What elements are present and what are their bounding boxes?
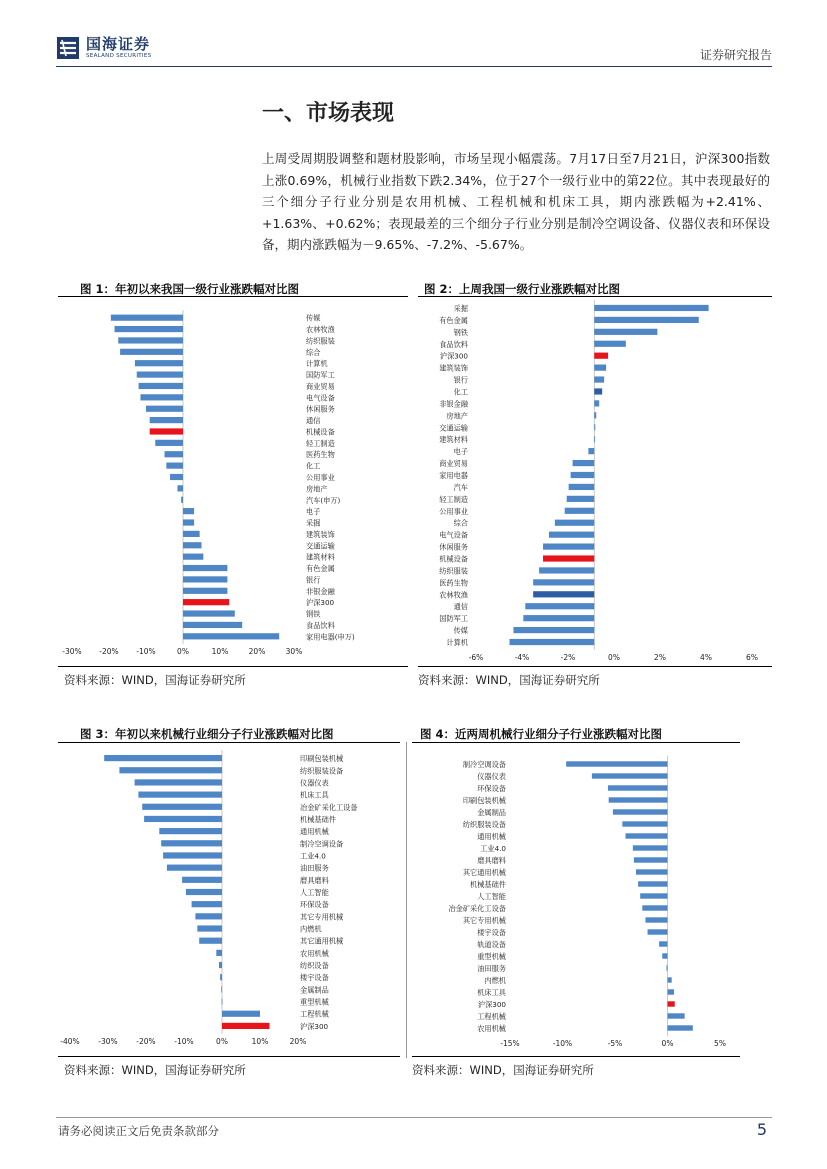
bar-商业贸易 bbox=[139, 383, 183, 389]
bar-国防军工 bbox=[523, 615, 594, 621]
category-label: 制冷空调设备 bbox=[300, 839, 344, 849]
category-label: 电气设备 bbox=[306, 393, 335, 403]
bar-人工智能 bbox=[640, 893, 667, 898]
category-label: 休闲服务 bbox=[439, 542, 468, 552]
bar-其它专用机械 bbox=[195, 913, 222, 919]
bar-仪器仪表 bbox=[135, 779, 222, 785]
category-label: 建筑材料 bbox=[439, 435, 468, 445]
bar-其它通用机械 bbox=[636, 869, 668, 874]
category-label: 磨具磨料 bbox=[477, 856, 506, 865]
bar-油田服务 bbox=[666, 965, 667, 970]
figure-separator bbox=[406, 742, 407, 1058]
category-label: 轨道设备 bbox=[477, 940, 506, 949]
category-label: 工业4.0 bbox=[300, 851, 326, 861]
bar-内燃机 bbox=[668, 977, 672, 982]
bar-农用机械 bbox=[668, 1025, 693, 1030]
category-label: 冶金矿采化工设备 bbox=[300, 802, 358, 812]
category-label: 机械设备 bbox=[439, 554, 468, 564]
bar-工业4.0 bbox=[633, 845, 668, 850]
footer-rule bbox=[56, 1117, 772, 1118]
bar-磨具磨料 bbox=[634, 857, 668, 862]
category-label: 农林牧渔 bbox=[439, 590, 468, 600]
category-label: 农用机械 bbox=[300, 948, 329, 958]
bar-重型机械 bbox=[662, 953, 667, 958]
bar-公用事业 bbox=[565, 508, 595, 514]
bar-工业4.0 bbox=[163, 852, 222, 858]
bar-工程机械 bbox=[668, 1013, 685, 1018]
category-label: 通用机械 bbox=[300, 827, 329, 837]
x-tick-label: -30% bbox=[62, 647, 82, 656]
bar-公用事业 bbox=[170, 474, 183, 480]
bar-重型机械 bbox=[222, 998, 223, 1004]
category-label: 家用电器 bbox=[439, 471, 468, 480]
category-label: 建筑装饰 bbox=[306, 529, 335, 539]
category-label: 重型机械 bbox=[300, 997, 329, 1007]
category-label: 机床工具 bbox=[477, 988, 506, 997]
category-label: 有色金属 bbox=[306, 564, 335, 574]
bar-工程机械 bbox=[222, 1011, 260, 1017]
category-label: 汽车 bbox=[453, 482, 468, 492]
bar-轻工制造 bbox=[155, 440, 183, 446]
category-label: 非银金融 bbox=[306, 586, 335, 596]
category-label: 食品饮料 bbox=[439, 339, 468, 349]
bar-食品饮料 bbox=[594, 341, 626, 347]
category-label: 重型机械 bbox=[477, 952, 506, 961]
bar-纺织服装设备 bbox=[622, 821, 667, 826]
category-label: 磨具磨料 bbox=[300, 875, 329, 885]
bar-非银金融 bbox=[594, 400, 599, 406]
bar-商业贸易 bbox=[573, 460, 595, 466]
bar-金属制品 bbox=[613, 809, 668, 814]
bar-非银金融 bbox=[183, 588, 227, 594]
category-label: 有色金属 bbox=[439, 315, 468, 325]
x-tick-label: 0% bbox=[216, 1037, 228, 1046]
category-label: 油田服务 bbox=[300, 863, 329, 873]
bar-汽车(申万) bbox=[181, 497, 183, 503]
bar-纺织设备 bbox=[219, 962, 222, 968]
category-label: 食品饮料 bbox=[306, 620, 335, 630]
category-label: 内燃机 bbox=[484, 976, 506, 985]
category-label: 沪深300 bbox=[300, 1021, 329, 1031]
category-label: 沪深300 bbox=[439, 351, 468, 361]
x-tick-label: -10% bbox=[136, 647, 156, 656]
category-label: 楼宇设备 bbox=[477, 928, 506, 937]
bar-电气设备 bbox=[549, 532, 594, 538]
category-label: 房地产 bbox=[306, 484, 328, 494]
bar-传媒 bbox=[111, 315, 183, 321]
bar-纺织服装 bbox=[539, 567, 594, 573]
fig1-chart bbox=[58, 298, 408, 666]
bar-通用机械 bbox=[159, 828, 222, 834]
category-label: 轻工制造 bbox=[439, 494, 468, 504]
section-title: 一、市场表现 bbox=[262, 100, 395, 126]
fig1-bottom-rule bbox=[58, 666, 408, 667]
x-tick-label: 10% bbox=[251, 1037, 269, 1046]
category-label: 机械基础件 bbox=[470, 880, 506, 889]
fig4-chart bbox=[412, 744, 740, 1056]
bar-通信 bbox=[525, 603, 594, 609]
bar-环保设备 bbox=[608, 785, 668, 790]
category-label: 其它通用机械 bbox=[300, 936, 344, 946]
category-label: 采掘 bbox=[306, 518, 321, 528]
bar-交通运输 bbox=[594, 424, 595, 430]
bar-农林牧渔 bbox=[115, 326, 183, 332]
category-label: 纺织服装 bbox=[306, 336, 335, 346]
fig3-title: 图 3：年初以来机械行业细分子行业涨跌幅对比图 bbox=[80, 727, 334, 741]
bar-家用电器(申万) bbox=[183, 633, 279, 639]
bar-纺织服装 bbox=[118, 337, 183, 343]
category-label: 交通运输 bbox=[439, 423, 468, 433]
bar-建筑材料 bbox=[594, 436, 595, 442]
x-tick-label: 10% bbox=[211, 647, 229, 656]
category-label: 油田服务 bbox=[477, 964, 506, 973]
bar-印刷包装机械 bbox=[104, 755, 222, 761]
x-tick-label: -10% bbox=[552, 1039, 573, 1048]
category-label: 机床工具 bbox=[300, 790, 329, 800]
category-label: 商业贸易 bbox=[306, 381, 335, 391]
bar-楼宇设备 bbox=[220, 974, 222, 980]
category-label: 交通运输 bbox=[306, 541, 335, 551]
category-label: 纺织服装设备 bbox=[462, 820, 506, 829]
x-tick-label: 5% bbox=[714, 1039, 726, 1048]
category-label: 综合 bbox=[453, 518, 468, 528]
category-label: 化工 bbox=[453, 387, 468, 397]
category-label: 人工智能 bbox=[300, 888, 329, 897]
fig1-title: 图 1：年初以来我国一级行业涨跌幅对比图 bbox=[80, 282, 300, 296]
category-label: 医药生物 bbox=[439, 578, 468, 588]
bar-制冷空调设备 bbox=[161, 840, 222, 846]
category-label: 采掘 bbox=[453, 303, 468, 313]
bar-化工 bbox=[594, 388, 602, 394]
category-label: 楼宇设备 bbox=[300, 973, 329, 983]
x-tick-label: 20% bbox=[248, 647, 266, 656]
category-label: 纺织服装 bbox=[439, 566, 468, 576]
bar-机床工具 bbox=[668, 989, 675, 994]
category-label: 通用机械 bbox=[477, 832, 506, 841]
bar-钢铁 bbox=[594, 329, 657, 335]
bar-农林牧渔 bbox=[533, 591, 594, 597]
x-tick-label: -20% bbox=[136, 1037, 156, 1046]
category-label: 通信 bbox=[453, 602, 468, 612]
category-label: 电气设备 bbox=[439, 530, 468, 540]
category-label: 公用事业 bbox=[306, 473, 335, 482]
bar-采掘 bbox=[594, 305, 708, 311]
fig4-source: 资料来源：WIND，国海证券研究所 bbox=[412, 1063, 594, 1077]
bar-采掘 bbox=[183, 519, 194, 525]
x-tick-label: 30% bbox=[285, 647, 303, 656]
bar-其它专用机械 bbox=[645, 917, 667, 922]
bar-家用电器 bbox=[571, 472, 595, 478]
category-label: 沪深300 bbox=[477, 1000, 506, 1009]
bar-人工智能 bbox=[186, 889, 222, 895]
bar-化工 bbox=[166, 463, 183, 469]
bar-传媒 bbox=[513, 627, 594, 633]
x-tick-label: 0% bbox=[608, 653, 620, 662]
bar-楼宇设备 bbox=[648, 929, 668, 934]
x-tick-label: 6% bbox=[746, 653, 758, 662]
bar-沪深300 bbox=[668, 1001, 675, 1006]
fig3-source: 资料来源：WIND，国海证券研究所 bbox=[64, 1063, 246, 1077]
bar-有色金属 bbox=[594, 317, 698, 323]
bar-建筑材料 bbox=[183, 554, 203, 560]
bar-综合 bbox=[120, 349, 183, 355]
bar-环保设备 bbox=[192, 901, 222, 907]
x-tick-label: -20% bbox=[99, 647, 119, 656]
logo-mark-icon bbox=[56, 36, 80, 60]
bar-磨具磨料 bbox=[182, 877, 222, 883]
bar-印刷包装机械 bbox=[609, 797, 668, 802]
x-tick-label: 0% bbox=[177, 647, 189, 656]
category-label: 金属制品 bbox=[477, 808, 506, 817]
category-label: 钢铁 bbox=[306, 609, 321, 619]
category-label: 农用机械 bbox=[477, 1024, 506, 1033]
category-label: 仪器仪表 bbox=[300, 778, 329, 788]
category-label: 电子 bbox=[306, 507, 321, 517]
category-label: 工程机械 bbox=[300, 1009, 329, 1019]
category-label: 其它专用机械 bbox=[300, 912, 344, 922]
bar-油田服务 bbox=[167, 865, 222, 871]
x-tick-label: -10% bbox=[174, 1037, 194, 1046]
bar-休闲服务 bbox=[543, 543, 594, 549]
category-label: 房地产 bbox=[446, 411, 468, 421]
company-logo bbox=[56, 36, 151, 60]
x-tick-label: -5% bbox=[607, 1039, 623, 1048]
page-number: 5 bbox=[756, 1120, 767, 1139]
bar-汽车 bbox=[569, 484, 595, 490]
category-label: 纺织设备 bbox=[300, 961, 329, 971]
bar-建筑装饰 bbox=[183, 531, 200, 537]
fig3-chart bbox=[58, 744, 400, 1056]
bar-电子 bbox=[183, 508, 194, 514]
category-label: 建筑装饰 bbox=[439, 363, 468, 373]
category-label: 冶金矿采化工设备 bbox=[448, 904, 506, 913]
category-label: 非银金融 bbox=[439, 399, 468, 409]
bar-其它通用机械 bbox=[199, 938, 222, 944]
fig2-top-rule bbox=[418, 296, 772, 297]
category-label: 纺织服装设备 bbox=[300, 766, 344, 776]
category-label: 传媒 bbox=[453, 626, 468, 636]
x-tick-label: 0% bbox=[661, 1039, 674, 1048]
x-tick-label: 2% bbox=[654, 653, 666, 662]
category-label: 化工 bbox=[306, 461, 321, 471]
bar-制冷空调设备 bbox=[566, 761, 667, 766]
fig1-source: 资料来源：WIND，国海证券研究所 bbox=[64, 673, 246, 687]
category-label: 轻工制造 bbox=[306, 438, 335, 448]
bar-机械基础件 bbox=[638, 881, 667, 886]
bar-休闲服务 bbox=[146, 406, 183, 412]
bar-机械设备 bbox=[150, 428, 183, 434]
fig4-title: 图 4：近两周机械行业细分子行业涨跌幅对比图 bbox=[420, 727, 663, 741]
category-label: 工业4.0 bbox=[480, 844, 506, 853]
bar-沪深300 bbox=[222, 1023, 270, 1029]
bar-内燃机 bbox=[197, 925, 222, 931]
category-label: 商业贸易 bbox=[439, 459, 468, 469]
category-label: 工程机械 bbox=[477, 1012, 506, 1021]
category-label: 通信 bbox=[306, 416, 321, 426]
category-label: 其它通用机械 bbox=[462, 868, 506, 877]
bar-通用机械 bbox=[626, 833, 668, 838]
bar-房地产 bbox=[177, 485, 183, 491]
category-label: 计算机 bbox=[306, 359, 328, 369]
bar-银行 bbox=[183, 576, 227, 582]
x-tick-label: -6% bbox=[468, 653, 484, 662]
category-label: 金属制品 bbox=[300, 985, 329, 995]
bar-沪深300 bbox=[183, 599, 229, 605]
category-label: 环保设备 bbox=[300, 900, 329, 910]
category-label: 传媒 bbox=[306, 313, 321, 323]
page-header bbox=[56, 36, 772, 67]
bar-钢铁 bbox=[183, 610, 235, 616]
bar-机床工具 bbox=[138, 792, 222, 798]
x-tick-label: -30% bbox=[98, 1037, 118, 1046]
bar-有色金属 bbox=[183, 565, 227, 571]
bar-房地产 bbox=[594, 412, 596, 418]
bar-综合 bbox=[555, 520, 594, 526]
category-label: 银行 bbox=[306, 575, 321, 585]
category-label: 汽车(申万) bbox=[306, 495, 341, 505]
logo-english-name: SEALAND SECURITIES bbox=[86, 52, 152, 59]
category-label: 内燃机 bbox=[300, 924, 322, 934]
bar-纺织服装设备 bbox=[119, 767, 222, 773]
fig2-title: 图 2：上周我国一级行业涨跌幅对比图 bbox=[424, 282, 621, 296]
bar-交通运输 bbox=[183, 542, 202, 548]
bar-机械设备 bbox=[543, 555, 594, 561]
bar-计算机 bbox=[510, 639, 595, 645]
category-label: 机械设备 bbox=[306, 427, 335, 437]
bar-轨道设备 bbox=[659, 941, 667, 946]
category-label: 休闲服务 bbox=[306, 404, 335, 414]
bar-沪深300 bbox=[594, 353, 608, 359]
bar-建筑装饰 bbox=[594, 365, 606, 371]
category-label: 钢铁 bbox=[453, 327, 468, 337]
bar-冶金矿采化工设备 bbox=[142, 804, 222, 810]
bar-金属制品 bbox=[221, 986, 222, 992]
category-label: 农林牧渔 bbox=[306, 325, 335, 335]
category-label: 国防军工 bbox=[439, 614, 468, 624]
category-label: 医药生物 bbox=[306, 450, 335, 460]
fig2-source: 资料来源：WIND，国海证券研究所 bbox=[418, 673, 600, 687]
category-label: 仪器仪表 bbox=[477, 772, 506, 781]
fig4-top-rule bbox=[412, 742, 740, 743]
category-label: 电子 bbox=[453, 447, 468, 457]
bar-冶金矿采化工设备 bbox=[642, 905, 667, 910]
x-tick-label: -4% bbox=[514, 653, 530, 662]
category-label: 计算机 bbox=[446, 638, 468, 648]
bar-医药生物 bbox=[533, 579, 594, 585]
category-label: 沪深300 bbox=[306, 598, 335, 608]
category-label: 建筑材料 bbox=[306, 552, 335, 562]
fig3-top-rule bbox=[58, 742, 400, 743]
fig2-bottom-rule bbox=[418, 666, 772, 667]
x-tick-label: 4% bbox=[700, 653, 712, 662]
x-tick-label: -40% bbox=[60, 1037, 80, 1046]
fig3-bottom-rule bbox=[58, 1056, 400, 1057]
bar-食品饮料 bbox=[183, 622, 242, 628]
bar-轻工制造 bbox=[567, 496, 595, 502]
report-type: 证券研究报告 bbox=[699, 48, 772, 62]
bar-医药生物 bbox=[165, 451, 184, 457]
fig1-top-rule bbox=[58, 296, 408, 297]
bar-计算机 bbox=[135, 360, 183, 366]
fig2-chart bbox=[418, 298, 772, 666]
category-label: 制冷空调设备 bbox=[462, 760, 506, 769]
category-label: 印刷包装机械 bbox=[300, 754, 344, 764]
bar-国防军工 bbox=[137, 371, 183, 377]
x-tick-label: -2% bbox=[560, 653, 576, 662]
category-label: 综合 bbox=[306, 347, 321, 357]
bar-仪器仪表 bbox=[592, 773, 668, 778]
market-summary-paragraph: 上周受周期股调整和题材股影响，市场呈现小幅震荡。7月17日至7月21日，沪深300指数上涨0.69%，机械行业指数下跌2.34%，位于27个一级行业中的第22位。其中表现最好的三个细分子行业分别是农用机械、工程机械和机床工具，期内涨跌幅为+2.41%、+1.63%、+0.62%；表现最差的三个细分子行业分别是制冷空调设备、仪器仪表和环保设备，期内涨跌幅为－9.65%、-7.2%、-5.67%。 bbox=[262, 151, 770, 252]
x-tick-label: 20% bbox=[289, 1037, 307, 1046]
category-label: 人工智能 bbox=[477, 892, 506, 901]
category-label: 银行 bbox=[453, 375, 468, 385]
bar-电子 bbox=[588, 448, 594, 454]
x-tick-label: -15% bbox=[500, 1039, 520, 1048]
category-label: 公用事业 bbox=[439, 506, 468, 516]
category-label: 机械基础件 bbox=[300, 814, 336, 824]
fig4-bottom-rule bbox=[412, 1056, 740, 1057]
category-label: 环保设备 bbox=[477, 784, 506, 793]
bar-银行 bbox=[594, 376, 604, 382]
category-label: 其它专用机械 bbox=[462, 916, 506, 925]
logo-chinese-name: 国海证券 bbox=[86, 34, 151, 53]
bar-农用机械 bbox=[216, 950, 222, 956]
bar-电气设备 bbox=[140, 394, 183, 400]
category-label: 国防军工 bbox=[306, 370, 335, 380]
category-label: 家用电器(申万) bbox=[306, 632, 355, 642]
bar-机械基础件 bbox=[144, 816, 222, 822]
bar-通信 bbox=[150, 417, 183, 423]
category-label: 印刷包装机械 bbox=[462, 796, 506, 805]
footer-disclaimer: 请务必阅读正文后免责条款部分 bbox=[58, 1124, 219, 1138]
